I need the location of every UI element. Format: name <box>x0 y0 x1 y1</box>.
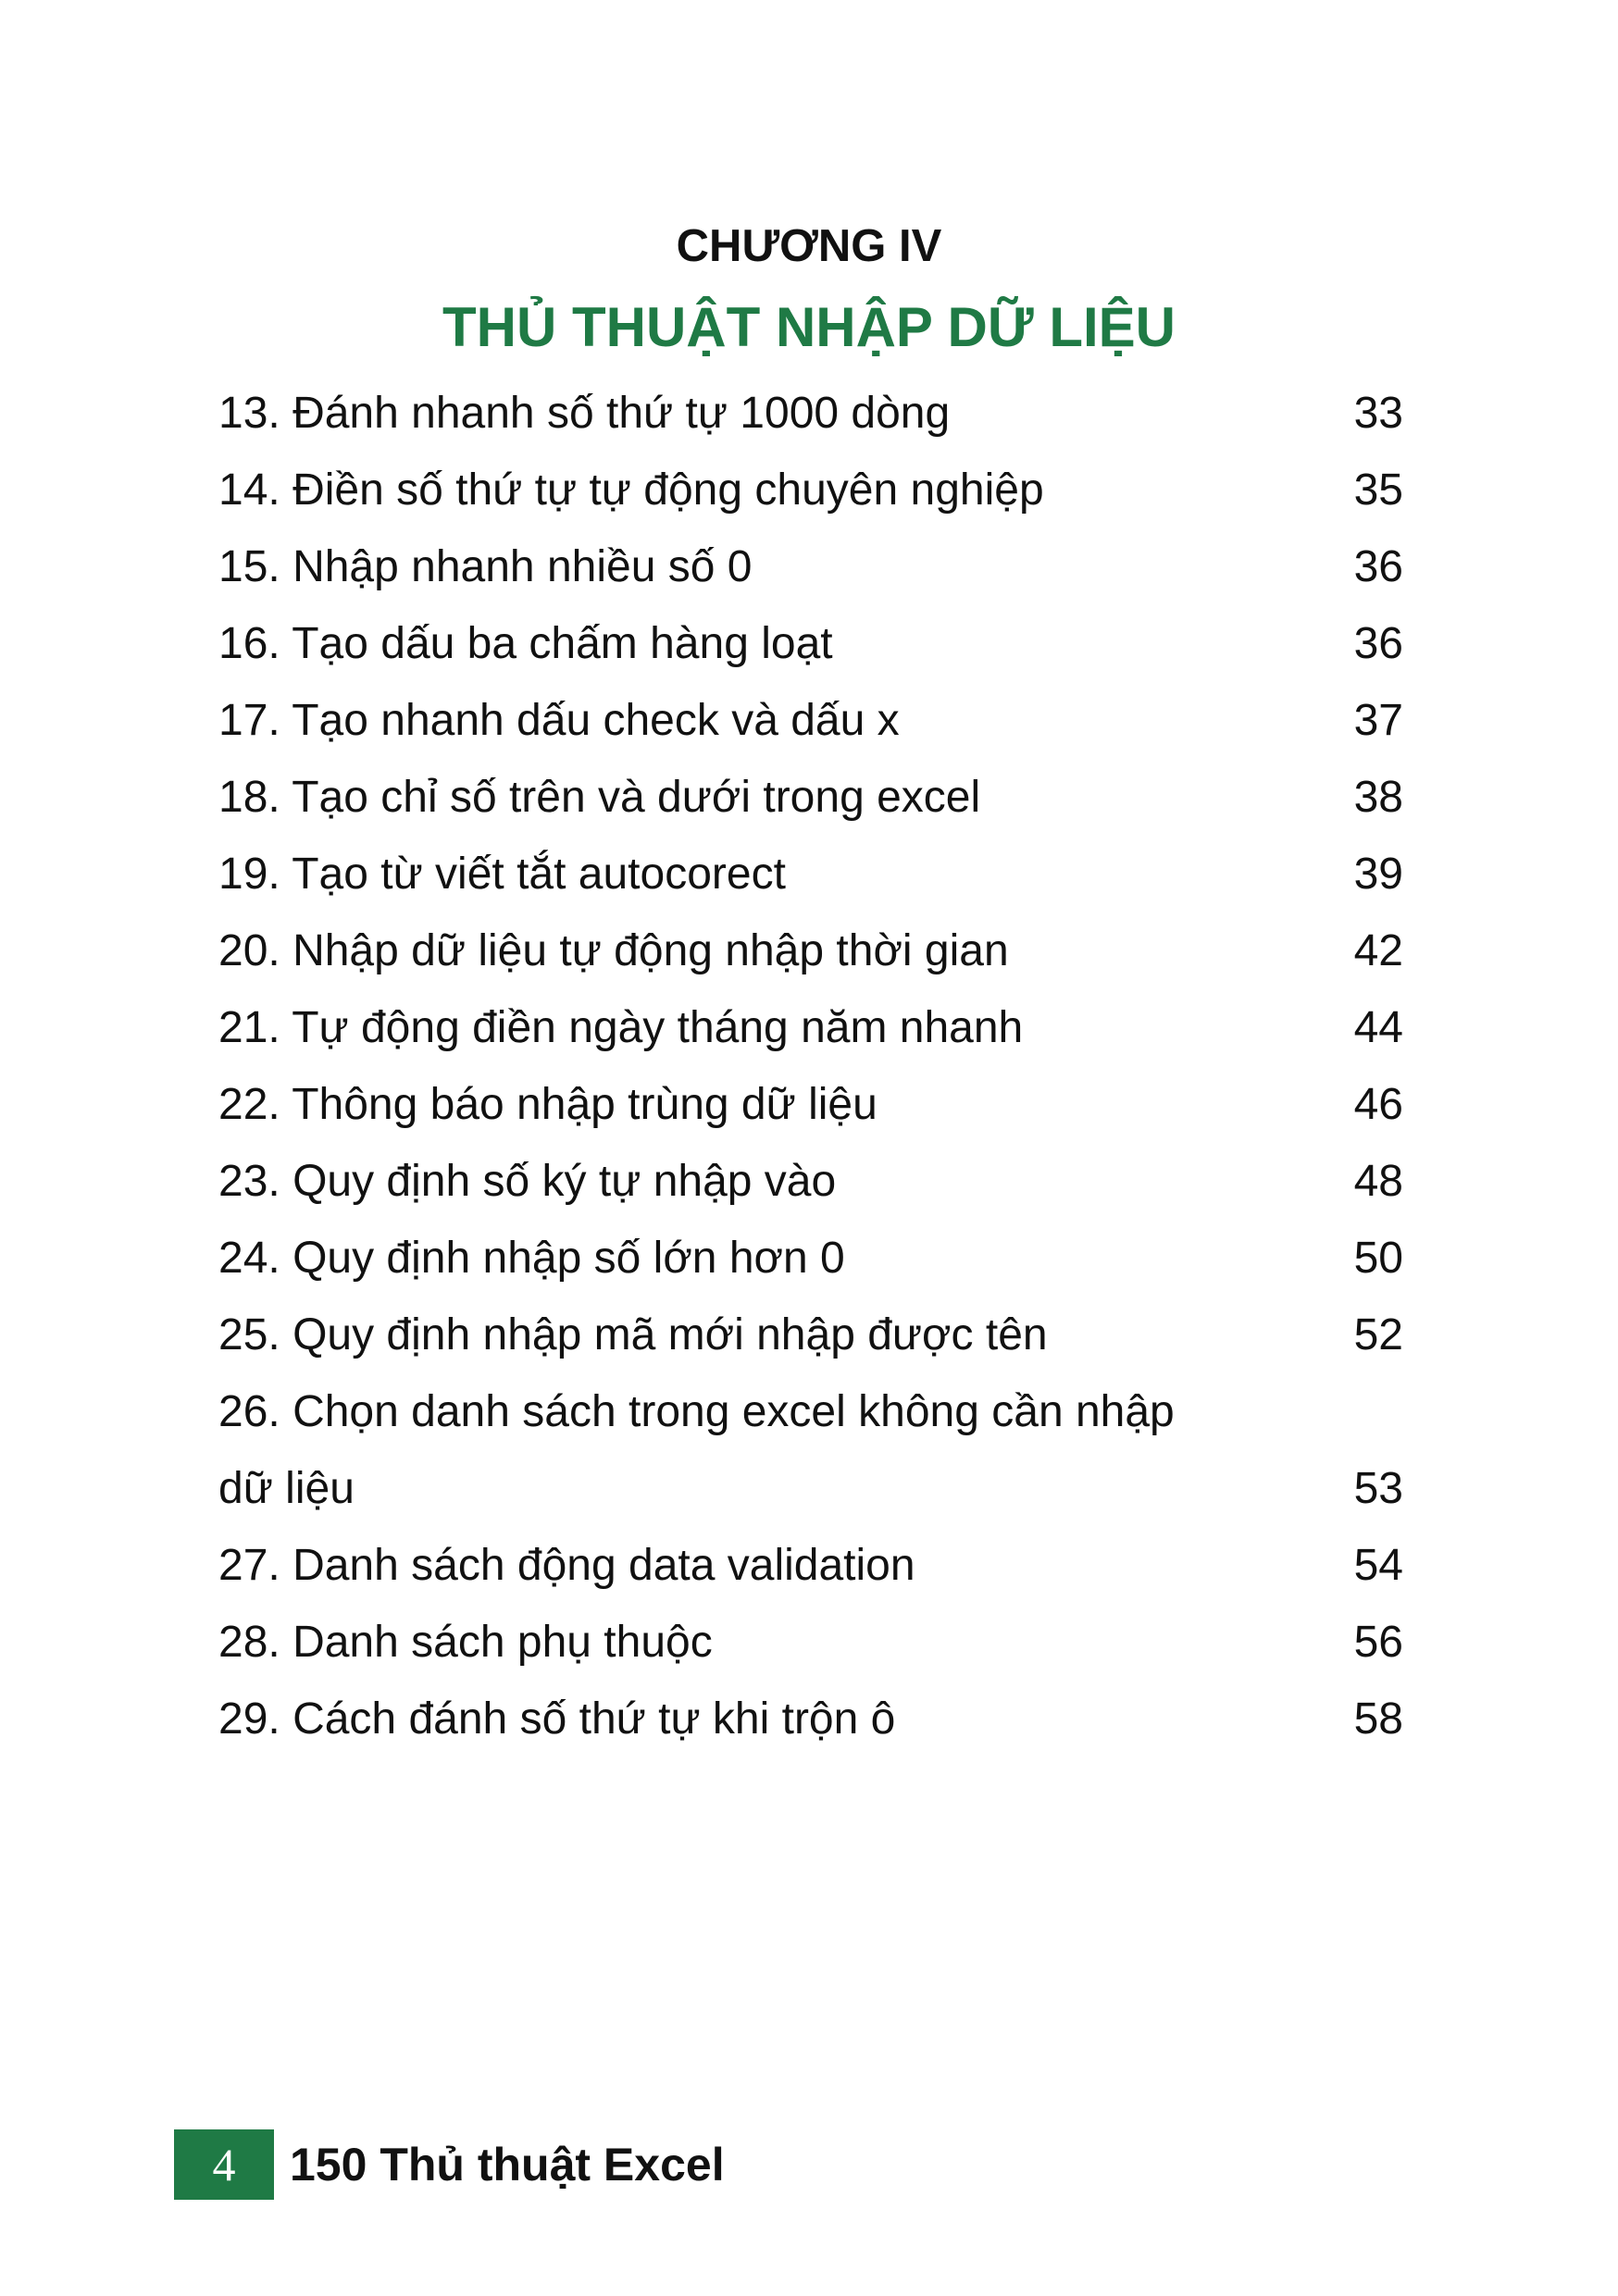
toc-entry[interactable] <box>218 1527 1403 1604</box>
toc-entry-page: 52 <box>1353 1310 1403 1359</box>
toc-entry-title: 22. Thông báo nhập trùng dữ liệu <box>218 1080 877 1129</box>
toc-entry-title: dữ liệu <box>218 1464 355 1513</box>
toc-entry-title: 19. Tạo từ viết tắt autocorect <box>218 850 786 899</box>
toc-entry-title: 26. Chọn danh sách trong excel không cần nhập <box>218 1387 1175 1436</box>
toc-entry-page: 54 <box>1353 1541 1403 1590</box>
toc-entry[interactable] <box>218 528 1403 605</box>
toc-entry-title: 13. Đánh nhanh số thứ tự 1000 dòng <box>218 389 951 438</box>
toc-entry[interactable] <box>218 912 1403 989</box>
toc-entry[interactable] <box>218 759 1403 836</box>
toc-entry-page: 48 <box>1353 1157 1403 1206</box>
toc-entry-title: 29. Cách đánh số thứ tự khi trộn ô <box>218 1694 896 1744</box>
toc-entry[interactable] <box>218 605 1403 682</box>
toc-entry[interactable] <box>218 452 1403 528</box>
chapter-title: THỦ THUẬT NHẬP DỮ LIỆU <box>442 296 1176 358</box>
toc-entry[interactable] <box>218 1604 1403 1681</box>
toc-entry-page: 36 <box>1353 542 1403 591</box>
toc-entry-title: 25. Quy định nhập mã mới nhập được tên <box>218 1310 1048 1359</box>
toc-entry-page: 53 <box>1353 1464 1403 1513</box>
toc-entry-page: 39 <box>1353 850 1403 899</box>
toc-entry[interactable] <box>218 1681 1403 1757</box>
toc-entry-page: 44 <box>1353 1003 1403 1052</box>
book-title: 150 Thủ thuật Excel <box>290 2139 725 2191</box>
toc-entry-title: 16. Tạo dấu ba chấm hàng loạt <box>218 619 833 668</box>
toc-entry-page: 38 <box>1353 773 1403 822</box>
page-number-badge: 4 <box>174 2129 274 2200</box>
toc-entry-page: 36 <box>1353 619 1403 668</box>
toc-entry[interactable] <box>218 1373 1403 1450</box>
toc-entry-page: 33 <box>1353 389 1403 438</box>
toc-entry-page: 56 <box>1353 1618 1403 1667</box>
toc-entry-title: 24. Quy định nhập số lớn hơn 0 <box>218 1234 845 1283</box>
toc-entry[interactable] <box>218 836 1403 912</box>
toc-entry-page: 50 <box>1353 1234 1403 1283</box>
toc-entry-page: 35 <box>1353 465 1403 515</box>
toc-entry[interactable] <box>218 1066 1403 1143</box>
table-of-contents <box>218 375 1403 1757</box>
toc-entry-title: 23. Quy định số ký tự nhập vào <box>218 1157 837 1206</box>
toc-entry-page: 46 <box>1353 1080 1403 1129</box>
toc-entry-title: 17. Tạo nhanh dấu check và dấu x <box>218 696 900 745</box>
toc-entry[interactable] <box>218 1297 1403 1373</box>
toc-entry-page: 58 <box>1353 1694 1403 1744</box>
toc-entry[interactable] <box>218 1143 1403 1220</box>
toc-entry-title: 28. Danh sách phụ thuộc <box>218 1618 713 1667</box>
toc-entry-title: 27. Danh sách động data validation <box>218 1541 915 1590</box>
toc-entry[interactable] <box>218 1220 1403 1297</box>
toc-entry-title: 20. Nhập dữ liệu tự động nhập thời gian <box>218 926 1009 975</box>
toc-entry-title: 15. Nhập nhanh nhiều số 0 <box>218 542 753 591</box>
toc-entry-title: 18. Tạo chỉ số trên và dưới trong excel <box>218 773 981 822</box>
toc-entry-title: 14. Điền số thứ tự tự động chuyên nghiệp <box>218 465 1044 515</box>
toc-entry-page: 37 <box>1353 696 1403 745</box>
toc-entry[interactable] <box>218 682 1403 759</box>
toc-entry-title: 21. Tự động điền ngày tháng năm nhanh <box>218 1003 1024 1052</box>
toc-entry-page: 42 <box>1353 926 1403 975</box>
chapter-label: CHƯƠNG IV <box>676 221 942 271</box>
toc-entry[interactable] <box>218 375 1403 452</box>
toc-entry[interactable] <box>218 989 1403 1066</box>
toc-entry[interactable] <box>218 1450 1403 1527</box>
